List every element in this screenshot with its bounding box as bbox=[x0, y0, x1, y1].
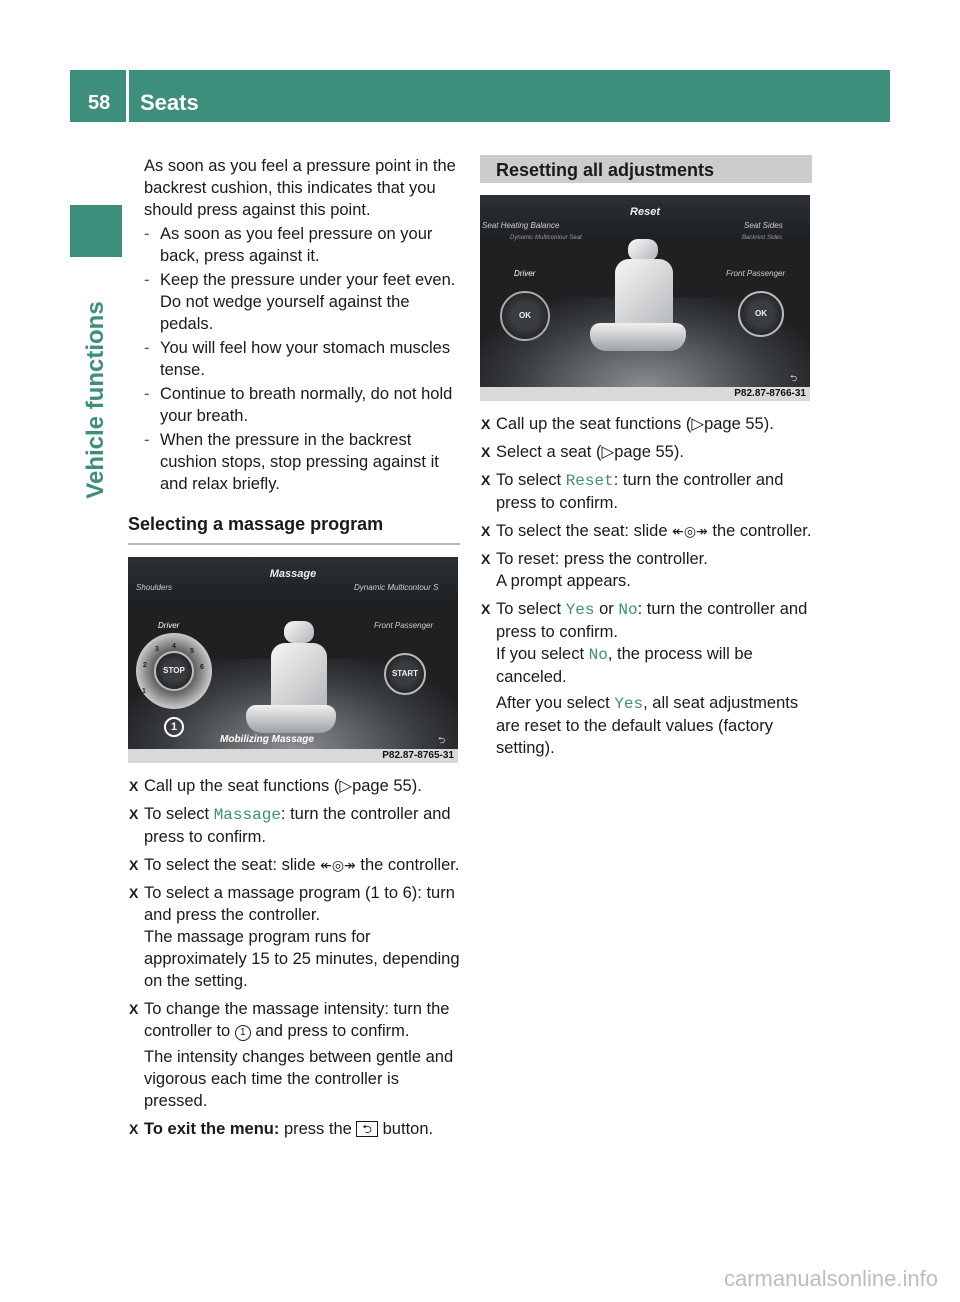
step-text: Select a seat ( bbox=[496, 443, 602, 461]
step-item bbox=[480, 520, 812, 542]
step-result-text: If you select bbox=[496, 645, 589, 663]
controller-slide-icon: ↞◎↠ bbox=[320, 857, 356, 873]
screen-tab-right: Seat Sides bbox=[744, 221, 783, 230]
step-text: To select bbox=[496, 600, 566, 618]
side-section-label bbox=[70, 270, 122, 530]
step-text: page 55). bbox=[614, 443, 684, 461]
screen-tab-left: Seat Heating Balance bbox=[482, 221, 560, 230]
section-heading-massage: Selecting a massage program bbox=[128, 513, 460, 545]
display-label-reset: Reset bbox=[565, 472, 614, 490]
step-text: X To reset: press the controller. bbox=[496, 550, 708, 568]
seat-headrest bbox=[628, 239, 658, 261]
massage-screen-image bbox=[128, 557, 458, 763]
step-text: To select the seat: slide bbox=[144, 856, 321, 874]
back-arrow-icon[interactable]: ⮌ bbox=[790, 373, 798, 383]
step-item bbox=[128, 1118, 460, 1140]
ring-number: 6 bbox=[200, 664, 204, 671]
watermark: carmanualsonline.info bbox=[723, 1266, 938, 1291]
screen-title: Massage bbox=[269, 568, 317, 580]
tip-item: - When the pressure in the backrest cushion stops, stop pressing against it and relax briefly. bbox=[128, 429, 460, 495]
screen-tab-right: Dynamic Multicontour S bbox=[354, 583, 439, 592]
display-label-yes: Yes bbox=[614, 695, 644, 713]
step-text: Call up the seat functions ( bbox=[496, 415, 692, 433]
step-result-text: The intensity changes between gentle and vigorous each time the controller is pressed. bbox=[144, 1048, 454, 1110]
step-text: To change the massage intensity: turn the controller to bbox=[144, 1000, 450, 1040]
callout-marker: 1 bbox=[164, 717, 184, 737]
screen-tab-right-sub: Backrest Sides bbox=[742, 235, 783, 241]
step-text: To select bbox=[144, 805, 214, 823]
image-code: P82.87-8766-31 bbox=[480, 387, 810, 401]
step-text: the controller. bbox=[355, 856, 460, 874]
screen-passenger-label: Front Passenger bbox=[726, 269, 786, 278]
start-button[interactable]: START bbox=[384, 653, 426, 695]
step-text: page 55). bbox=[704, 415, 774, 433]
step-item bbox=[480, 598, 812, 759]
step-item bbox=[128, 803, 460, 848]
step-text: press the bbox=[279, 1120, 357, 1138]
step-item bbox=[128, 775, 460, 797]
stop-button[interactable]: STOP bbox=[154, 651, 194, 691]
screen-footer-label: Mobilizing Massage bbox=[220, 734, 314, 745]
step-text: : turn the controller and press to confirm. bbox=[144, 805, 451, 846]
screen-driver-label: Driver bbox=[514, 269, 536, 278]
tip-item: - As soon as you feel pressure on your back, press against it. bbox=[128, 223, 460, 267]
screen-title: Reset bbox=[630, 206, 660, 218]
page-ref-arrow-icon: ▷ bbox=[339, 777, 353, 795]
intro-paragraph: As soon as you feel a pressure point in the backrest cushion, this indicates that you should press against this point. bbox=[144, 157, 456, 219]
step-text: : turn the controller and press to confirm. bbox=[496, 471, 784, 512]
image-code: P82.87-8765-31 bbox=[128, 749, 458, 763]
step-text: To select the seat: slide bbox=[496, 522, 673, 540]
step-result-text: After you select bbox=[496, 694, 615, 712]
tip-item: - Keep the pressure under your feet even. Do not wedge yourself against the pedals. bbox=[128, 269, 460, 335]
left-column bbox=[128, 155, 460, 1140]
back-arrow-icon[interactable]: ⮌ bbox=[438, 735, 446, 745]
back-button-icon: ⮌ bbox=[356, 1121, 378, 1137]
ring-number: 3 bbox=[155, 646, 159, 653]
page-number: 58 bbox=[88, 92, 111, 114]
screen-tab-left: Shoulders bbox=[136, 583, 173, 592]
page-ref-arrow-icon: ▷ bbox=[601, 443, 615, 461]
step-text: : turn the controller and press to confirm. bbox=[496, 600, 808, 641]
step-bold-text: To exit the menu: bbox=[144, 1120, 280, 1138]
step-item bbox=[128, 882, 460, 992]
controller-slide-icon: ↞◎↠ bbox=[672, 523, 708, 539]
ring-number: 1 bbox=[142, 688, 146, 695]
step-text: page 55). bbox=[352, 777, 422, 795]
step-text: Call up the seat functions ( bbox=[144, 777, 340, 795]
step-item bbox=[480, 469, 812, 514]
step-text: To select bbox=[496, 471, 566, 489]
step-text: the controller. bbox=[707, 522, 812, 540]
step-text: button. bbox=[378, 1120, 434, 1138]
display-label-no: No bbox=[618, 601, 638, 619]
passenger-ok-button[interactable]: OK bbox=[738, 291, 784, 337]
display-label-yes: Yes bbox=[565, 601, 595, 619]
seat-headrest bbox=[284, 621, 314, 643]
screen-passenger-label: Front Passenger bbox=[374, 621, 434, 630]
step-text: X To select a massage program (1 to 6): turn and press the controller. bbox=[144, 884, 455, 924]
step-item bbox=[480, 548, 812, 592]
page-title: Seats bbox=[140, 90, 199, 115]
reset-screen-image bbox=[480, 195, 810, 401]
step-item bbox=[480, 441, 812, 463]
ring-number: 4 bbox=[172, 643, 176, 650]
step-item bbox=[480, 413, 812, 435]
display-label-no: No bbox=[588, 646, 608, 664]
side-tab-marker bbox=[70, 205, 122, 257]
screen-driver-label: Driver bbox=[158, 621, 180, 630]
step-result-text: The massage program runs for approximately 15 to 25 minutes, depending on the setting. bbox=[144, 928, 460, 990]
display-label-massage: Massage bbox=[213, 806, 281, 824]
page-ref-arrow-icon: ▷ bbox=[691, 415, 705, 433]
screen-tab-left-sub: Dynamic Multicontour Seat bbox=[510, 235, 582, 241]
step-text: or bbox=[594, 600, 619, 618]
step-result-text: , all seat adjustments are reset to the default values (factory setting). bbox=[496, 694, 799, 757]
section-heading-reset: Resetting all adjustments bbox=[480, 155, 812, 183]
step-text: and press to confirm. bbox=[250, 1022, 410, 1040]
header-divider bbox=[126, 70, 129, 122]
tip-item: - You will feel how your stomach muscles tense. bbox=[128, 337, 460, 381]
driver-ok-button[interactable]: OK bbox=[500, 291, 550, 341]
step-item bbox=[128, 854, 460, 876]
step-result-text: , the process will be canceled. bbox=[496, 645, 753, 686]
step-item bbox=[128, 998, 460, 1112]
right-column bbox=[480, 155, 812, 759]
seat-cushion bbox=[590, 323, 686, 351]
tip-item: - Continue to breath normally, do not hold your breath. bbox=[128, 383, 460, 427]
ring-number: 2 bbox=[143, 662, 147, 669]
side-section-text: Vehicle functions bbox=[82, 301, 109, 499]
ring-number: 5 bbox=[190, 648, 194, 655]
step-result-text: A prompt appears. bbox=[496, 572, 631, 590]
callout-number-icon: 1 bbox=[235, 1025, 251, 1041]
